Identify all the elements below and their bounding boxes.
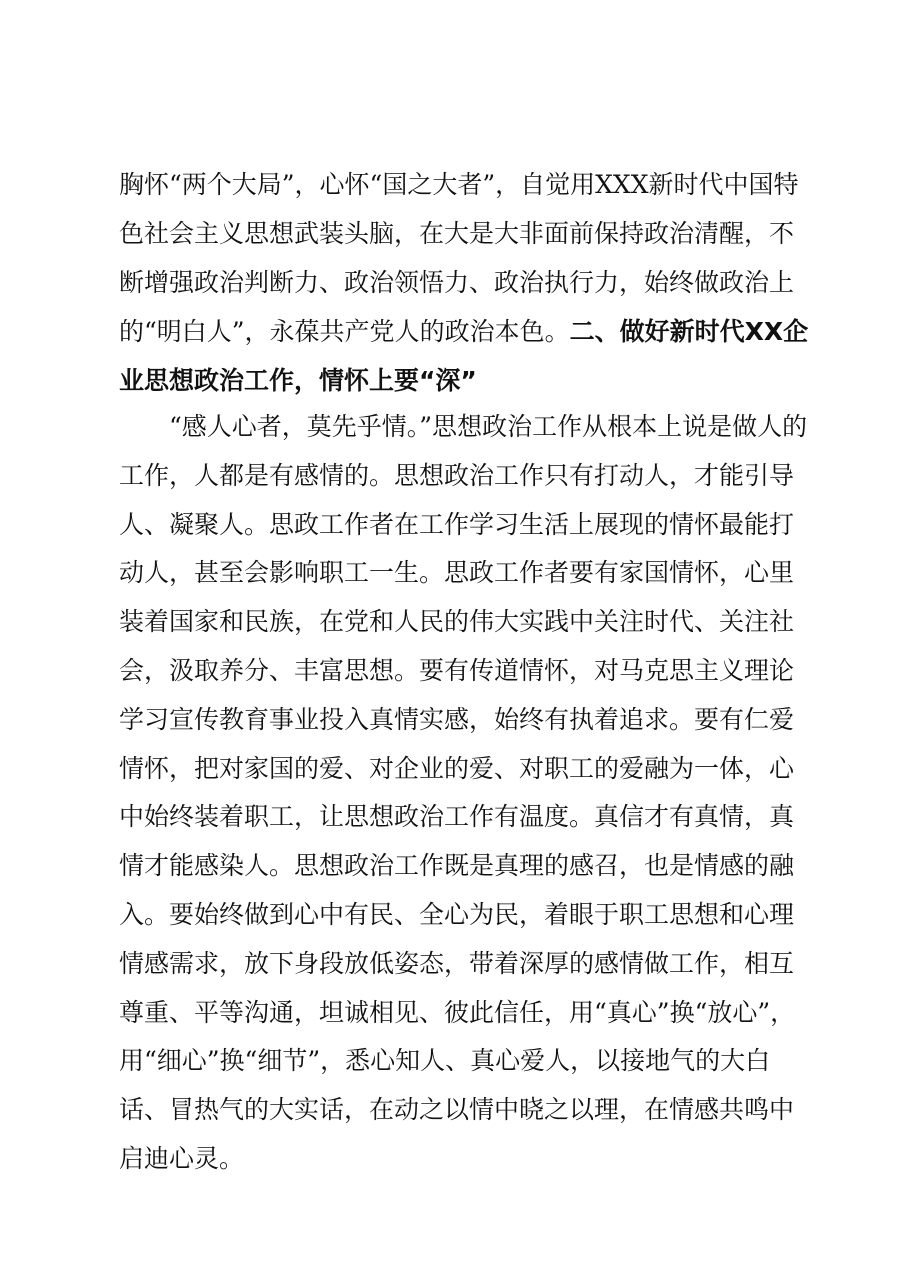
body-paragraph: “感人心者，莫先乎情。”思想政治工作从根本上说是做人的工作，人都是有感情的。思想政治工作只有打动人，才能引导人、凝聚人。思政工作者在工作学习生活上展现的情怀最能打动人，甚至会影响职工一生。思政工作者要有家国情怀，心里装着国家和民族，在党和人民的伟大实践中关注时代、关注社会，汲取养分、丰富思想。要有传道情怀，对马克思主义理论学习宣传教育事业投入真情实感，始终有执着追求。要有仁爱情怀，把对家国的爱、对企业的爱、对职工的爱融为一体，心中始终装着职工，让思想政治工作有温度。真信才有真情，真情才能感染人。思想政治工作既是真理的感召，也是情感的融入。要始终做到心中有民、全心为民，着眼于职工思想和心理情感需求，放下身段放低姿态，带着深厚的感情做工作，相互尊重、平等沟通，坦诚相见、彼此信任，用“真心”换“放心”，用“细心”换“细节”，悉心知人、真心爱人，以接地气的大白话、冒热气的大实话，在动之以情中晓之以理，在情感共鸣中启迪心灵。 xyxy=(119,412,808,1173)
section-heading: 二、做好新时代XX企业思想政治工作，情怀上要“深” xyxy=(119,317,809,395)
paragraph-body-text: 胸怀“两个大局”，心怀“国之大者”，自觉用XXX新时代中国特色社会主义思想武装头脑，在大是大非面前保持政治清醒，不断增强政治判断力、政治领悟力、政治执行力，始终做政治上的“明白人”，永葆共产党人的政治本色。 xyxy=(119,170,799,346)
paragraph-continued xyxy=(119,160,815,405)
